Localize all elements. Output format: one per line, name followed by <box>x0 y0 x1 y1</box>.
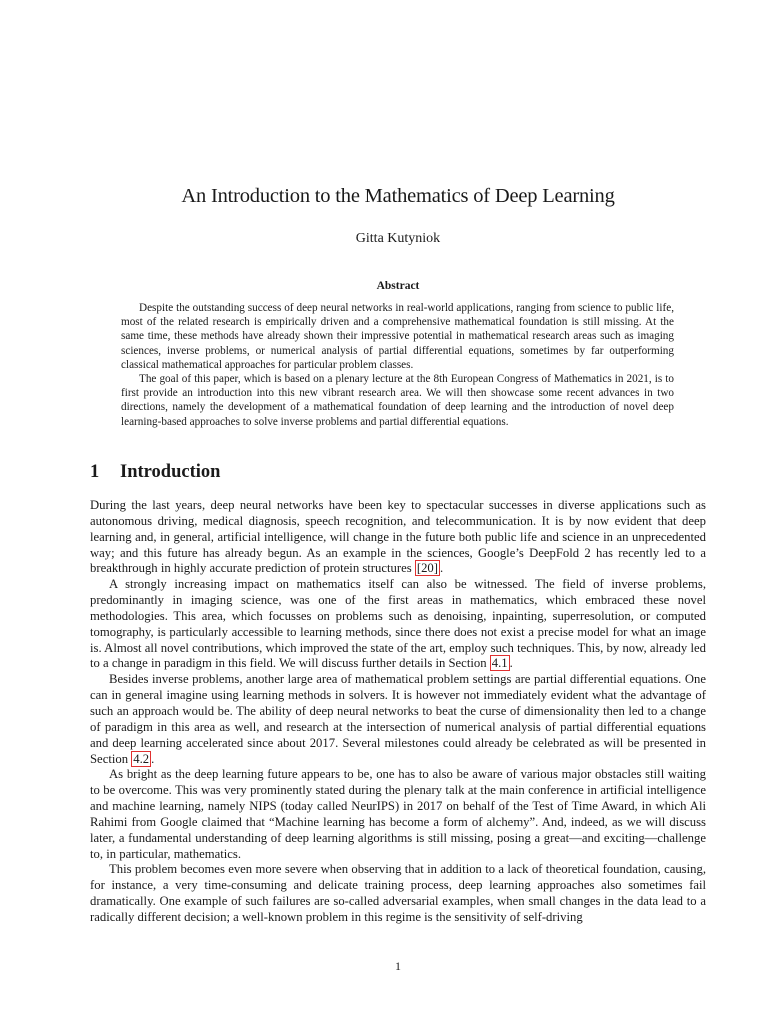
section-link[interactable]: 4.1 <box>491 656 508 671</box>
section-body <box>90 498 706 926</box>
paragraph-end: . <box>439 561 444 576</box>
section-title: Introduction <box>120 462 221 482</box>
body-paragraph <box>90 498 706 577</box>
page-number: 1 <box>395 959 401 973</box>
abstract-paragraph: The goal of this paper, which is based on a plenary lecture at the 8th European Congress of Mathematics in 2021, is to first provide an introduction into this new vibrant research area. We will then showcase some recent advances in two directions, namely the development of a mathematical foundation of deep learning and the introduction of novel deep learning-based approaches to solve inverse problems and partial differential equations. <box>121 373 674 428</box>
section-number: 1 <box>90 462 100 482</box>
abstract-heading: Abstract <box>376 280 420 292</box>
body-paragraph <box>90 672 706 767</box>
paragraph-text: During the last years, deep neural networks have been key to spectacular successes in diverse applications such as autonomous driving, medical diagnosis, speech recognition, and telecommunication. It is by now evident that deep learning and, in general, artificial intelligence, will change in the future both public life and science in an unprecedented way; and this future has already begun. As an example in the sciences, Google’s DeepFold 2 has recently led to a breakthrough in highly accurate prediction of protein structures <box>90 498 706 576</box>
paragraph-end: . <box>151 751 155 766</box>
body-paragraph <box>90 577 706 672</box>
abstract-paragraph: Despite the outstanding success of deep neural networks in real-world applications, ranging from science to public life, most of the related research is empirically driven and a comprehensive mathematical foundation is still missing. At the same time, these methods have already shown their impressive potential in mathematical research areas such as imaging sciences, inverse problems, or numerical analysis of partial differential equations, sometimes by far outperforming classical mathematical approaches for particular problem classes. <box>121 302 674 371</box>
section-link[interactable]: 4.2 <box>133 751 150 766</box>
abstract <box>121 301 674 429</box>
paragraph-text: Besides inverse problems, another large area of mathematical problem settings are partial differential equations. One can in general imagine using learning methods in solvers. It is however not immediately evident what the advantage of such an approach would be. The ability of deep neural networks to beat the curse of dimensionality then led to a change of paradigm in this area as well, and research at the intersection of numerical analysis of partial differential equations and deep learning accelerated since about 2017. Several milestones could already be celebrated as will be presented in Section <box>90 672 706 766</box>
paragraph-end: . <box>509 656 513 671</box>
section-heading <box>90 462 220 483</box>
paper-title: An Introduction to the Mathematics of Deep Learning <box>181 185 615 207</box>
citation-link[interactable]: [20] <box>416 561 438 576</box>
paper-author: Gitta Kutyniok <box>355 231 441 246</box>
paragraph-text: A strongly increasing impact on mathematics itself can also be witnessed. The field of inverse problems, predominantly in imaging science, was one of the first areas in mathematics, which embraced these novel methodologies. This area, which focusses on problems such as denoising, inpainting, superresolution, or computed tomography, is particularly accessible to learning methods, since there does not exist a precise model for what an image is. Almost all novel contributions, which improved the state of the art, employ such techniques. This, by now, already led to a change in paradigm in this field. We will discuss further details in Section <box>90 577 706 671</box>
body-paragraph: This problem becomes even more severe when observing that in addition to a lack of theoretical foundation, causing, for instance, a very time-consuming and delicate training process, deep learning approaches also sometimes fail dramatically. One example of such failures are so-called adversarial examples, when small changes in the data lead to a radically different decision; a well-known problem in this regime is the sensitivity of self-driving <box>90 862 706 924</box>
body-paragraph: As bright as the deep learning future appears to be, one has to also be aware of various major obstacles still waiting to be overcome. This was very prominently stated during the plenary talk at the main conference in artificial intelligence and machine learning, namely NIPS (today called NeurIPS) in 2017 on behalf of the Test of Time Award, in which Ali Rahimi from Google claimed that “Machine learning has become a form of alchemy”. And, indeed, as we will discuss later, a fundamental understanding of deep learning algorithms is still missing, posing a great—and exciting—challenge to, in particular, mathematics. <box>90 767 706 861</box>
